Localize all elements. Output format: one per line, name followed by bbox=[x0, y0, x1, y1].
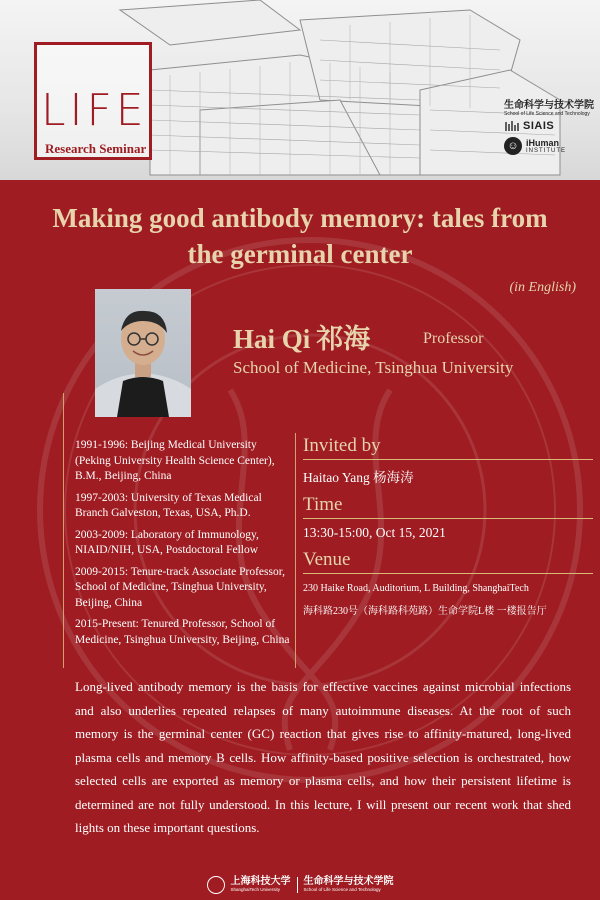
venue-label: Venue bbox=[303, 549, 593, 574]
partner-logos bbox=[504, 96, 594, 155]
shanghaitech-emblem-icon bbox=[207, 876, 225, 894]
divider-center bbox=[295, 433, 296, 668]
time-value: 13:30-15:00, Oct 15, 2021 bbox=[303, 525, 446, 540]
logo-subtitle: Research Seminar bbox=[45, 141, 147, 156]
time-label: Time bbox=[303, 494, 593, 519]
venue-value-cn: 海科路230号（海科路科苑路）生命学院L楼 一楼报告厅 bbox=[303, 606, 547, 617]
footer-separator bbox=[297, 877, 298, 893]
shanghaitech-en: ShanghaiTech University bbox=[230, 887, 281, 893]
sist-logo-cn: 生命科学与技术学院 bbox=[504, 100, 594, 111]
life-seminar-logo bbox=[34, 42, 152, 160]
speaker-photo bbox=[95, 289, 191, 417]
speaker-name-en: Hai Qi bbox=[233, 324, 311, 354]
shanghaitech-logo bbox=[231, 877, 291, 893]
logo-word: LIFE bbox=[41, 85, 148, 136]
bio-item: 2009-2015: Tenure-track Associate Professor, School of Medicine, Tsinghua University, Beijing, China bbox=[75, 565, 285, 609]
siais-text: SIAIS bbox=[523, 120, 555, 132]
sist-logo-en: School of Life Science and Technology bbox=[504, 111, 590, 117]
sist-footer-cn: 生命科学与技术学院 bbox=[303, 876, 394, 888]
sist-footer-en: School of Life Science and Technology bbox=[303, 887, 381, 893]
footer bbox=[0, 870, 600, 900]
language-note: (in English) bbox=[509, 280, 576, 295]
speaker-name-cn: 祁海 bbox=[316, 324, 371, 354]
ihuman-subtext: INSTITUTE bbox=[526, 147, 566, 154]
ihuman-person-icon: ☺ bbox=[504, 137, 522, 155]
bio-item: 1997-2003: University of Texas Medical Branch Galveston, Texas, USA, Ph.D. bbox=[75, 491, 262, 519]
invited-by-value: Haitao Yang 杨海涛 bbox=[303, 470, 414, 485]
siais-logo bbox=[504, 120, 590, 132]
seminar-title-line2: the germinal center bbox=[187, 239, 413, 270]
shanghaitech-cn: 上海科技大学 bbox=[230, 876, 291, 888]
speaker-bio bbox=[75, 438, 290, 654]
seminar-title-line1: Making good antibody memory: tales from bbox=[52, 203, 548, 233]
event-info bbox=[303, 435, 593, 620]
bio-item: 1991-1996: Beijing Medical University (Peking University Health Science Center), B.M., Beijing, China bbox=[75, 439, 275, 482]
speaker-affiliation: School of Medicine, Tsinghua University bbox=[233, 358, 514, 377]
speaker-name bbox=[233, 317, 370, 356]
seminar-title bbox=[10, 200, 590, 273]
sist-footer-logo bbox=[304, 877, 394, 893]
bio-item: 2003-2009: Laboratory of Immunology, NIAID/NIH, USA, Postdoctoral Fellow bbox=[75, 528, 259, 556]
seminar-panel bbox=[0, 180, 600, 900]
abstract-text: Long-lived antibody memory is the basis for effective vaccines against microbial infections and also underlies repeated relapses of many autoimmune diseases. At the root of such memory is the germinal center (GC) reaction that gives rise to affinity-matured, long-lived plasma cells and memory B cells. How affinity-based positive selection is orchestrated, how selected cells are exported as memory or plasma cells, and how their persistent lifetime is determined are not fully understood. In this lecture, I will present our recent work that shed lights on these important questions. bbox=[75, 679, 571, 835]
ihuman-logo bbox=[504, 137, 590, 155]
venue-value-en: 230 Haike Road, Auditorium, L Building, ShanghaiTech bbox=[303, 583, 529, 594]
invited-by-label: Invited by bbox=[303, 435, 593, 460]
ihuman-text: iHuman bbox=[526, 137, 560, 148]
header-banner bbox=[0, 0, 600, 180]
siais-mark-icon bbox=[504, 120, 520, 132]
bio-item: 2015-Present: Tenured Professor, School of Medicine, Tsinghua University, Beijing, China bbox=[75, 618, 290, 646]
divider-left bbox=[63, 393, 64, 668]
speaker-title: Professor bbox=[423, 330, 484, 347]
